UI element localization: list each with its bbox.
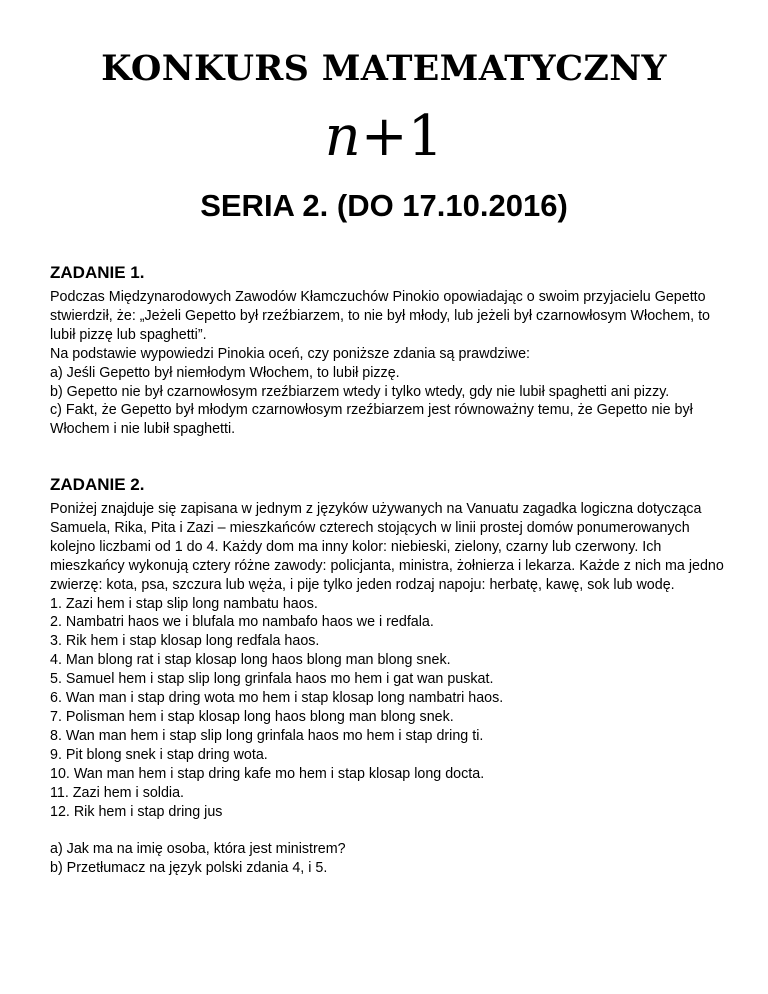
task-2-title: ZADANIE 2.: [50, 475, 145, 494]
series-heading: SERIA 2. (DO 17.10.2016): [200, 188, 568, 223]
clue-12: 12. Rik hem i stap dring jus: [50, 803, 223, 820]
clue-5: 5. Samuel hem i stap slip long grinfala haos mo hem i gat wan puskat.: [50, 671, 494, 688]
task-1-title: ZADANIE 1.: [50, 263, 145, 282]
contest-title: KONKURS MATEMATYCZNY: [101, 48, 667, 89]
clue-6: 6. Wan man i stap dring wota mo hem i stap klosap long nambatri haos.: [50, 690, 504, 707]
task-1-item-c: c) Fakt, że Gepetto był młodym czarnowłosym rzeźbiarzem jest równoważny temu, że Gepetto nie był Włochem i nie lubił spaghetti.: [50, 402, 693, 438]
task-1-item-a: a) Jeśli Gepetto był niemłodym Włochem, to lubił pizzę.: [50, 364, 400, 381]
task-2-question-a: a) Jak ma na imię osoba, która jest ministrem?: [50, 841, 346, 858]
clue-2: 2. Nambatri haos we i blufala mo nambafo haos we i redfala.: [50, 614, 434, 631]
task-1: [50, 262, 730, 439]
clue-11: 11. Zazi hem i soldia.: [50, 784, 185, 801]
task-1-intro: Podczas Międzynarodowych Zawodów Kłamczuchów Pinokio opowiadając o swoim przyjacielu Gepetto stwierdził, że: „Jeżeli Gepetto był rzeźbiarzem, to nie był młody, lub jeżeli był czarnowłosym Włochem, to lubił pizzę lub spaghetti”.: [50, 289, 711, 343]
contest-logo-formula: [0, 102, 768, 172]
clue-9: 9. Pit blong snek i stap dring wota.: [50, 746, 268, 763]
clue-3: 3. Rik hem i stap klosap long redfala haos.: [50, 633, 320, 650]
clue-10: 10. Wan man hem i stap dring kafe mo hem i stap klosap long docta.: [50, 765, 485, 782]
spacer: [50, 821, 730, 840]
task-2: [50, 474, 730, 878]
task-1-item-b: b) Gepetto nie był czarnowłosym rzeźbiarzem wtedy i tylko wtedy, gdy nie lubił spaghetti ani pizzy.: [50, 383, 670, 400]
task-2-intro: Poniżej znajduje się zapisana w jednym z języków używanych na Vanuatu zagadka logiczna dotycząca Samuela, Rika, Pita i Zazi – mieszkańców czterech stojących w linii prostej domów ponumerowanych kolejno liczbami od 1 do 4. Każdy dom ma inny kolor: niebieski, zielony, czarny lub czerwony. Ich mieszkańcy wykonują cztery różne zawody: policjanta, ministra, żołnierza i lekarza. Każde z nich ma jedno zwierzę: kota, psa, szczura lub węża, i pije tylko jeden rodzaj napoju: herbatę, kawę, sok lub wodę.: [50, 501, 724, 593]
task-2-question-b: b) Przetłumacz na język polski zdania 4, i 5.: [50, 860, 328, 877]
clue-7: 7. Polisman hem i stap klosap long haos blong man blong snek.: [50, 708, 454, 725]
clue-8: 8. Wan man hem i stap slip long grinfala haos mo hem i stap dring ti.: [50, 727, 484, 744]
formula-plus-one: +1: [360, 104, 444, 169]
formula-variable: n: [324, 104, 361, 169]
task-1-question: Na podstawie wypowiedzi Pinokia oceń, czy poniższe zdania są prawdziwe:: [50, 345, 530, 362]
clue-4: 4. Man blong rat i stap klosap long haos blong man blong snek.: [50, 652, 451, 669]
clue-1: 1. Zazi hem i stap slip long nambatu haos.: [50, 595, 318, 612]
